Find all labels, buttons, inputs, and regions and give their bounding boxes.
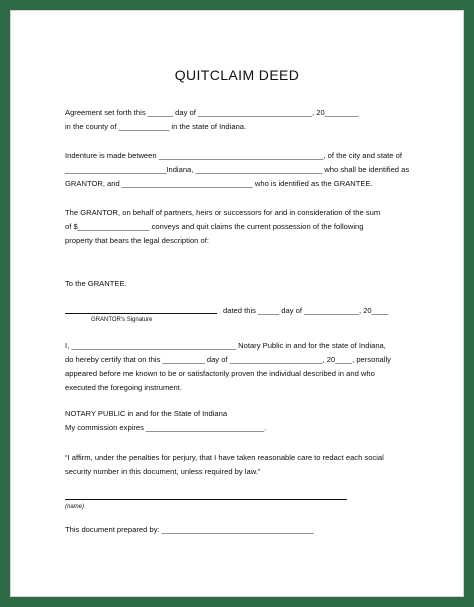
indenture-line-3: GRANTOR, and _______________________________ who is identified as the GRANTEE. bbox=[65, 179, 373, 188]
to-grantee-line: To the GRANTEE. bbox=[65, 279, 127, 288]
notary-line-4: executed the foregoing instrument. bbox=[65, 383, 182, 392]
notary-line-3: appeared before me known to be or satisfactorily proven the individual described in and who bbox=[65, 369, 375, 378]
county-line: in the county of ____________ in the state of Indiana. bbox=[65, 122, 247, 131]
commission-line: My commission expires ____________________________. bbox=[65, 423, 267, 432]
notary-line-1: I, _______________________________________ Notary Public in and for the state of Indiana, bbox=[65, 341, 386, 350]
consideration-line-1: The GRANTOR, on behalf of partners, heirs or successors for and in consideration of the sum bbox=[65, 208, 381, 217]
affirmation-line-1: “I affirm, under the penalties for perjury, that I have taken reasonable care to redact each social bbox=[65, 453, 384, 462]
prepared-by-line: This document prepared by: ____________________________________ bbox=[65, 525, 314, 534]
indenture-line-2: ________________________Indiana, ______________________________ who shall be identified as bbox=[65, 165, 410, 174]
dated-line: dated this _____ day of _____________, 20____ bbox=[223, 306, 389, 315]
affirmation-line-2: security number in this document, unless required by law.” bbox=[65, 467, 261, 476]
agreement-date-line: Agreement set forth this ______ day of ___________________________, 20________ bbox=[65, 108, 359, 117]
page-title: QUITCLAIM DEED bbox=[174, 67, 300, 83]
document-page bbox=[10, 10, 464, 597]
name-label: (name) bbox=[65, 504, 85, 510]
consideration-line-3: property that bears the legal description of: bbox=[65, 236, 209, 245]
consideration-line-2: of $_________________ conveys and quit claims the current possession of the following bbox=[65, 222, 364, 231]
grantor-signature-line bbox=[65, 313, 217, 314]
affirmation-signature-line bbox=[65, 499, 347, 500]
indenture-line-1: Indenture is made between _______________________________________, of the city and state of bbox=[65, 151, 402, 160]
notary-public-heading: NOTARY PUBLIC in and for the State of Indiana bbox=[65, 409, 228, 418]
notary-line-2: do hereby certify that on this __________ day of ______________________, 20____, personally bbox=[65, 355, 391, 364]
grantor-signature-label: GRANTOR's Signature bbox=[91, 317, 153, 323]
